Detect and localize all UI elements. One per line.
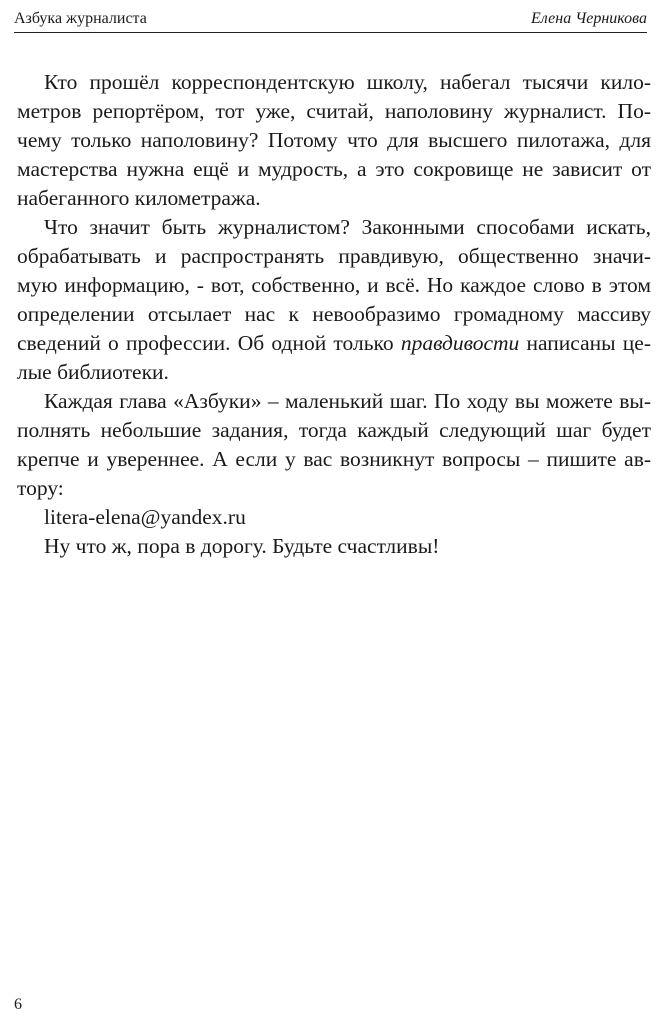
- text-line: крепче и увереннее. А если у вас возникнут вопросы – пишите ав-: [17, 447, 651, 471]
- paragraph-2: [17, 213, 651, 387]
- text-line: [17, 329, 651, 358]
- text-line: метров репортёром, тот уже, считай, наполовину журналист. По-: [17, 99, 651, 123]
- running-header: [14, 6, 647, 33]
- author-name: Елена Черникова: [531, 10, 647, 27]
- page-number: 6: [14, 996, 22, 1013]
- book-title: Азбука журналиста: [14, 10, 147, 27]
- text-segment: написаны це-: [519, 331, 651, 355]
- body-text: [17, 68, 651, 561]
- text-line: тору:: [17, 476, 64, 500]
- text-line: мую информацию, - вот, собственно, и всё. Но каждое слово в этом: [17, 273, 651, 297]
- text-line: Кто прошёл корреспондентскую школу, набегал тысячи кило-: [44, 70, 651, 94]
- text-line: мастерства нужна ещё и мудрость, а это сокровище не зависит от: [17, 157, 651, 181]
- closing-line: Ну что ж, пора в дорогу. Будьте счастливы!: [44, 534, 440, 558]
- paragraph-3: [17, 387, 651, 503]
- text-line: набеганного километража.: [17, 186, 261, 210]
- text-line: лые библиотеки.: [17, 360, 169, 384]
- text-segment: сведений о профессии. Об одной только: [17, 331, 401, 355]
- paragraph-1: [17, 68, 651, 213]
- text-line: Что значит быть журналистом? Законными способами искать,: [44, 215, 651, 239]
- text-line: определении отсылает нас к невообразимо громадному массиву: [17, 302, 651, 326]
- text-line: полнять небольшие задания, тогда каждый следующий шаг будет: [17, 418, 651, 442]
- text-line: чему только наполовину? Потому что для высшего пилотажа, для: [17, 128, 651, 152]
- text-line: обрабатывать и распространять правдивую, общественно значи-: [17, 244, 651, 268]
- italic-word: правдивости: [400, 331, 520, 355]
- email-address: litera-elena@yandex.ru: [44, 505, 246, 529]
- text-line: Каждая глава «Азбуки» – маленький шаг. По ходу вы можете вы-: [44, 389, 651, 413]
